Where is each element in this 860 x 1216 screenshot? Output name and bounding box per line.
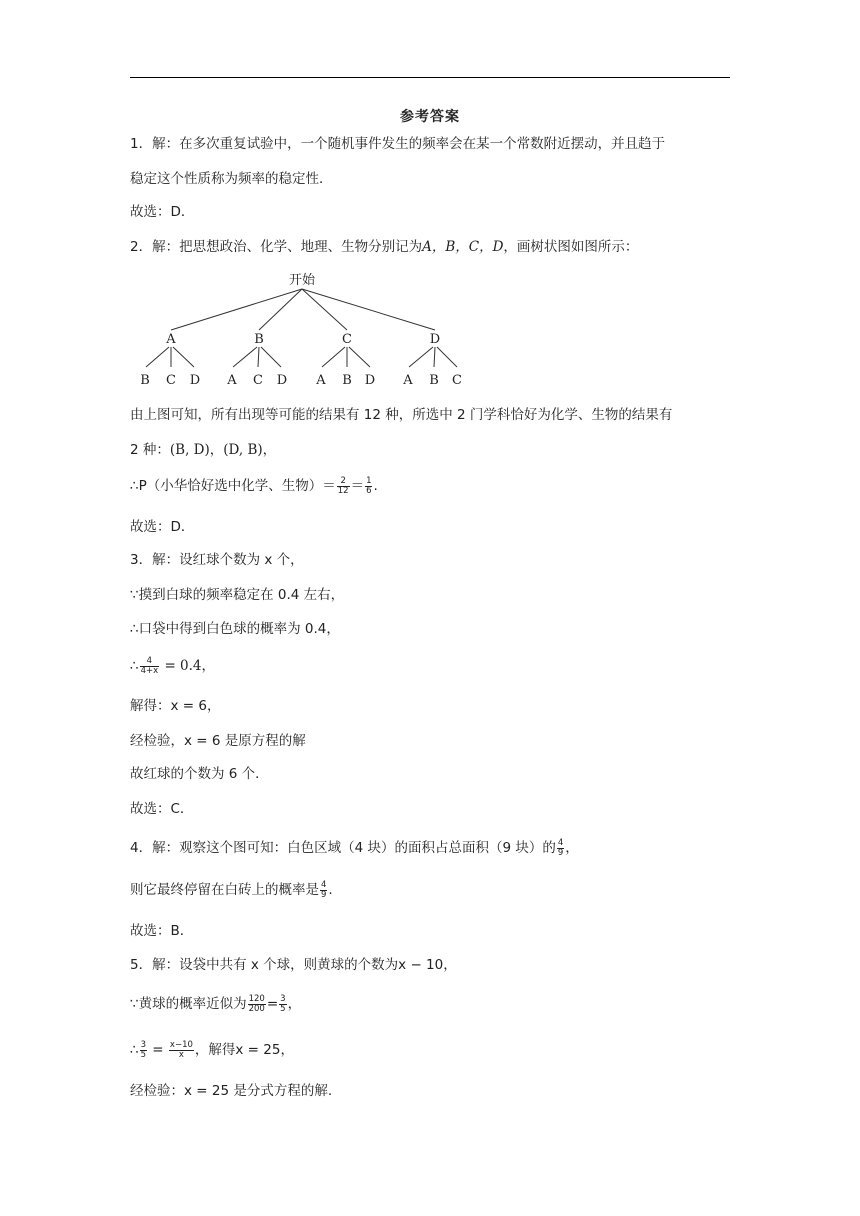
q5-solution: ，解得x = 25， bbox=[194, 1042, 294, 1058]
fraction bbox=[169, 1041, 194, 1060]
fraction-denominator: 5 bbox=[140, 1049, 147, 1060]
header-rule bbox=[130, 77, 730, 78]
q5-line-1: 5．解：设袋中共有 x 个球，则黄球的个数为x − 10， bbox=[130, 957, 457, 973]
tree-node-l2: B bbox=[140, 373, 150, 388]
fraction-denominator: x bbox=[178, 1049, 184, 1060]
tree-node-l1: A bbox=[166, 332, 176, 347]
fraction bbox=[140, 657, 160, 676]
q1-answer: 故选：D． bbox=[130, 204, 195, 220]
q2-line-3 bbox=[130, 440, 276, 460]
tree-node-l2: B bbox=[429, 373, 439, 388]
fraction-denominator: 9 bbox=[321, 889, 327, 900]
q5-text: ∵黄球的概率近似为 bbox=[130, 996, 247, 1012]
q2-line-4 bbox=[130, 476, 378, 496]
q4-line-2 bbox=[130, 880, 333, 900]
tree-node-l2: D bbox=[364, 373, 376, 388]
equals-sign: = bbox=[266, 996, 279, 1012]
q2-line-1 bbox=[130, 237, 638, 257]
fraction-denominator: 6 bbox=[366, 485, 372, 496]
fraction-denominator: 4+x bbox=[140, 665, 159, 676]
fraction-numerator: x−10 bbox=[169, 1039, 193, 1050]
fraction bbox=[279, 995, 286, 1014]
q3-line-4 bbox=[130, 656, 215, 676]
q3-line-7: 故红球的个数为 6 个． bbox=[130, 766, 269, 782]
equation-rhs: = 0.4， bbox=[160, 658, 216, 674]
fraction bbox=[140, 1041, 147, 1060]
q4-text: 则它最终停留在白砖上的概率是 bbox=[130, 882, 319, 898]
fraction bbox=[320, 881, 327, 900]
q3-line-1: 3．解：设红球个数为 x 个， bbox=[130, 552, 304, 568]
fraction bbox=[337, 477, 350, 496]
q2-line-2: 由上图可知，所有出现等可能的结果有 12 种，所选中 2 门学科恰好为化学、生物的结果有 bbox=[130, 407, 673, 423]
fraction-numerator: 3 bbox=[140, 1039, 147, 1050]
period: . bbox=[328, 882, 333, 898]
page-title: 参考答案 bbox=[400, 109, 460, 125]
q4-text: 4．解：观察这个图可知：白色区域（4 块）的面积占总面积（9 块）的 bbox=[130, 840, 556, 856]
q2-prob-label: ∴P（小华恰好选中化学、生物）＝ bbox=[130, 478, 336, 494]
q4-line-1 bbox=[130, 838, 579, 858]
tree-root: 开始 bbox=[288, 273, 316, 288]
fraction-numerator: 3 bbox=[280, 993, 286, 1004]
fraction bbox=[365, 477, 372, 496]
therefore-symbol: ∴ bbox=[130, 658, 139, 674]
fraction-numerator: 4 bbox=[557, 837, 564, 848]
fraction-numerator: 120 bbox=[248, 993, 265, 1004]
period: . bbox=[373, 478, 378, 494]
therefore-symbol: ∴ bbox=[130, 1042, 139, 1058]
q2-answer: 故选：D． bbox=[130, 519, 195, 535]
fraction-denominator: 12 bbox=[337, 485, 349, 496]
fraction-numerator: 4 bbox=[321, 879, 327, 890]
fraction-numerator: 4 bbox=[140, 657, 160, 667]
q5-line-3 bbox=[130, 1040, 294, 1060]
q2-count: 2 种： bbox=[130, 442, 170, 458]
q3-line-5: 解得：x = 6， bbox=[130, 698, 221, 714]
q2-outcomes: (B, D)，(D, B)， bbox=[169, 442, 277, 458]
fraction-denominator: 200 bbox=[248, 1003, 265, 1014]
tree-node-l2: D bbox=[276, 373, 288, 388]
q5-line-4: 经检验：x = 25 是分式方程的解. bbox=[130, 1083, 333, 1099]
q3-line-2: ∵摸到白球的频率稳定在 0.4 左右， bbox=[130, 587, 345, 603]
fraction-denominator: 9 bbox=[557, 847, 564, 858]
tree-node-l2: C bbox=[166, 373, 176, 388]
q3-line-3: ∴口袋中得到白色球的概率为 0.4， bbox=[130, 621, 340, 637]
fraction bbox=[248, 995, 266, 1014]
q4-answer: 故选：B． bbox=[130, 923, 194, 939]
tree-node-l2: A bbox=[316, 373, 326, 388]
q1-line-1: 1．解：在多次重复试验中，一个随机事件发生的频率会在某一个常数附近摆动，并且趋于 bbox=[130, 136, 666, 152]
fraction bbox=[557, 839, 564, 858]
equals-sign: ＝ bbox=[350, 478, 365, 494]
tree-node-l2: C bbox=[253, 373, 263, 388]
q2-intro-end: ，画树状图如图所示： bbox=[503, 239, 639, 255]
q3-answer: 故选：C． bbox=[130, 801, 194, 817]
tree-node-l2: D bbox=[189, 373, 201, 388]
q2-vars: A，B，C，D bbox=[422, 239, 504, 255]
tree-node-l2: A bbox=[227, 373, 237, 388]
tree-node-l2: A bbox=[403, 373, 413, 388]
comma: ， bbox=[565, 840, 579, 856]
tree-node-l2: B bbox=[342, 373, 352, 388]
tree-node-l1: B bbox=[254, 332, 264, 347]
fraction-numerator: 2 bbox=[337, 477, 350, 487]
q2-intro: 2．解：把思想政治、化学、地理、生物分别记为 bbox=[130, 239, 423, 255]
fraction-numerator: 1 bbox=[366, 475, 372, 486]
q3-line-6: 经检验，x = 6 是原方程的解 bbox=[130, 733, 306, 749]
equals-sign: = bbox=[148, 1042, 168, 1058]
tree-node-l1: C bbox=[342, 332, 352, 347]
q5-line-2 bbox=[130, 994, 301, 1014]
fraction-denominator: 5 bbox=[280, 1003, 286, 1014]
q1-line-2: 稳定这个性质称为频率的稳定性． bbox=[130, 171, 333, 187]
tree-node-l1: D bbox=[429, 332, 441, 347]
tree-node-l2: C bbox=[452, 373, 462, 388]
tree-diagram bbox=[130, 266, 470, 392]
comma: ， bbox=[287, 996, 302, 1012]
